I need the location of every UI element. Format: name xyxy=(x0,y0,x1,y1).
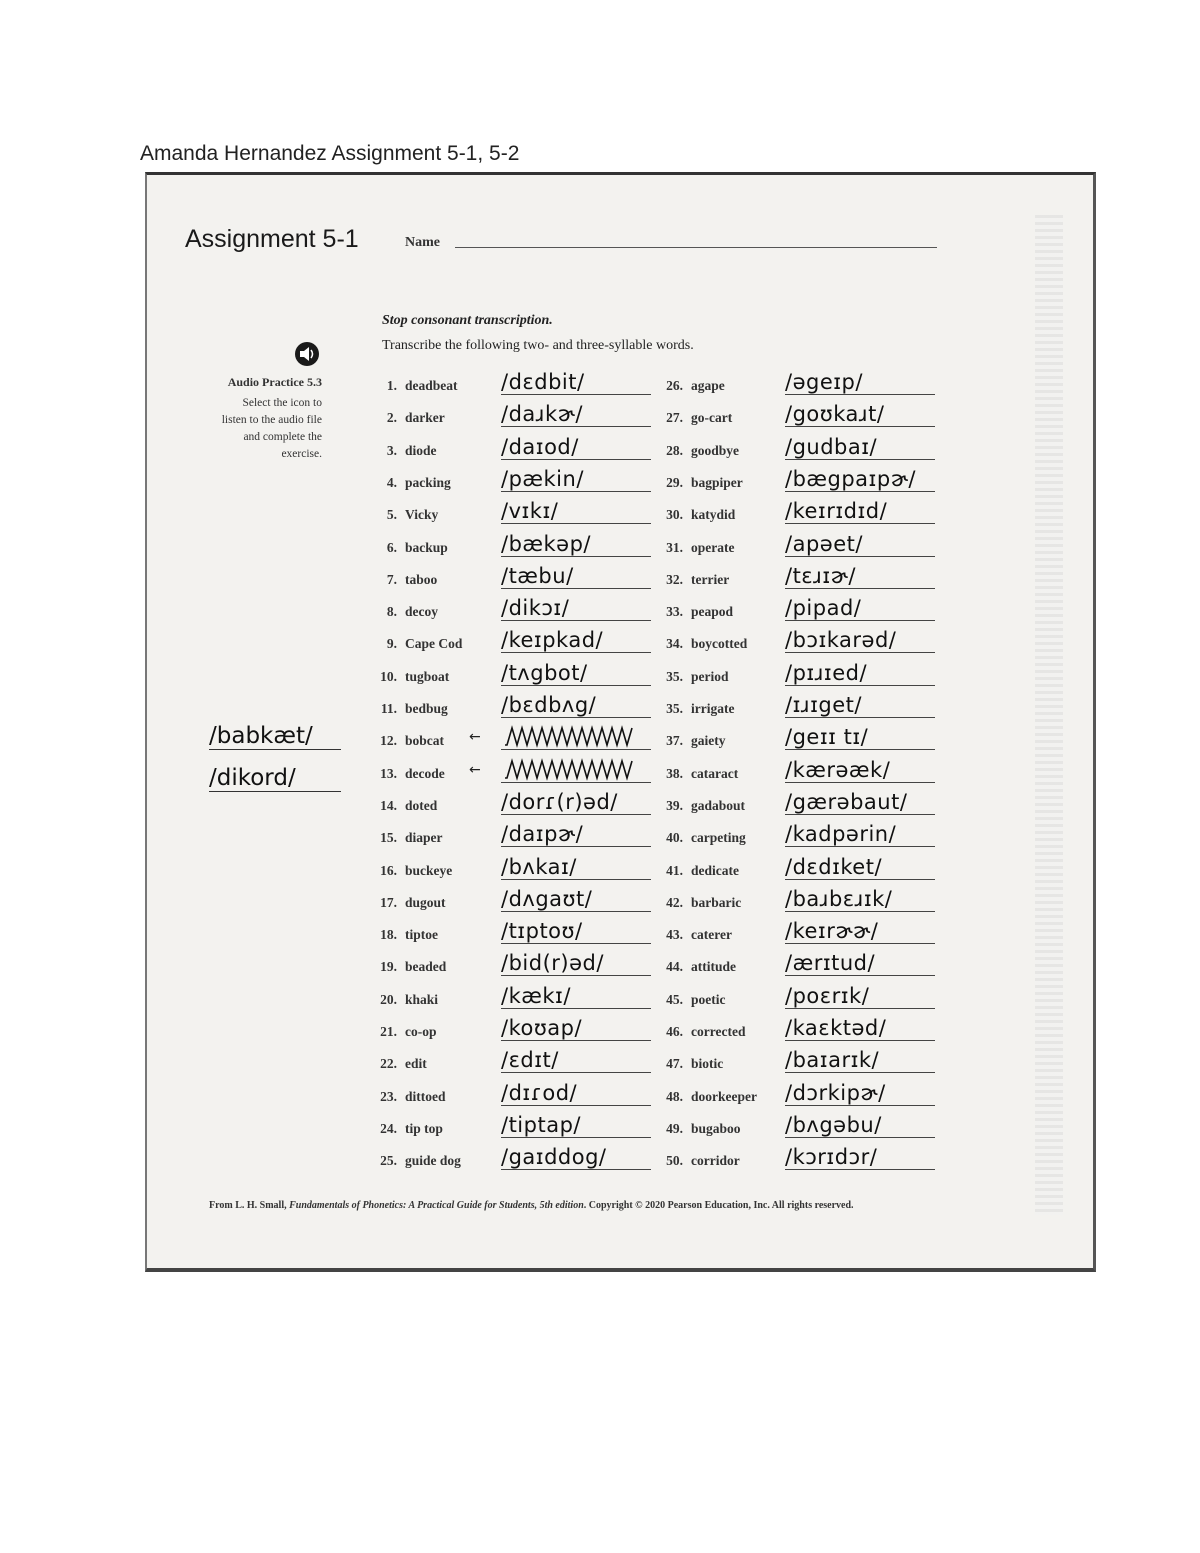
item-word: operate xyxy=(691,539,735,555)
item-word: period xyxy=(691,668,729,684)
handwritten-answer[interactable]: /dɪɾod/ xyxy=(501,1081,651,1106)
item-word: deadbeat xyxy=(405,378,458,393)
handwritten-answer[interactable]: /bʌgəbu/ xyxy=(785,1113,935,1138)
item-word: bugaboo xyxy=(691,1120,741,1136)
handwritten-answer[interactable]: /koʊap/ xyxy=(501,1016,651,1041)
handwritten-answer[interactable]: /tʌgbot/ xyxy=(501,661,651,686)
item-number: 40. xyxy=(666,830,683,846)
item-number: 18. xyxy=(380,927,397,943)
audio-desc-line: listen to the audio file xyxy=(221,414,322,426)
handwritten-answer[interactable]: /keɪrɚɚ/ xyxy=(785,919,935,944)
item-number: 9. xyxy=(386,636,397,652)
scribbled-answer xyxy=(501,758,651,783)
exercise-row xyxy=(369,855,669,883)
handwritten-answer[interactable]: /bɔɪkarəd/ xyxy=(785,628,935,653)
item-number: 28. xyxy=(666,442,683,458)
margin-answer-decode: /dikord/ xyxy=(209,765,341,792)
exercise-row xyxy=(369,1016,669,1044)
item-number: 22. xyxy=(380,1056,397,1072)
handwritten-answer[interactable]: /geɪɪ tɪ/ xyxy=(785,725,935,750)
exercise-row xyxy=(369,790,669,818)
item-number: 12. xyxy=(380,733,397,749)
item-number: 17. xyxy=(380,894,397,910)
item-word: bagpiper xyxy=(691,474,743,490)
item-number: 16. xyxy=(380,862,397,878)
exercise-row xyxy=(655,855,955,883)
item-word: barbaric xyxy=(691,894,742,910)
handwritten-answer[interactable]: /keɪrɪdɪd/ xyxy=(785,499,935,524)
exercise-row xyxy=(655,1048,955,1076)
exercise-row xyxy=(369,693,669,721)
audio-speaker-icon[interactable] xyxy=(294,341,320,367)
handwritten-answer[interactable]: /kærəæk/ xyxy=(785,758,935,783)
exercise-row xyxy=(369,467,669,495)
item-number: 19. xyxy=(380,959,397,975)
exercise-row xyxy=(369,499,669,527)
item-word: peapod xyxy=(691,604,734,620)
handwritten-answer[interactable]: /gaɪddog/ xyxy=(501,1145,651,1170)
handwritten-answer[interactable]: /tiptap/ xyxy=(501,1113,651,1138)
item-number: 14. xyxy=(380,797,397,813)
item-number: 21. xyxy=(380,1024,397,1039)
item-number: 8. xyxy=(386,604,397,620)
name-label: Name xyxy=(405,235,440,250)
item-number: 11. xyxy=(380,701,397,716)
footer-book-title: Fundamentals of Phonetics: A Practical Guide for Students, 5th edition xyxy=(289,1200,584,1211)
item-word: poetic xyxy=(691,991,726,1007)
handwritten-answer[interactable]: /dorɾ(r)əd/ xyxy=(501,790,651,815)
exercise-row xyxy=(655,596,955,624)
item-number: 35. xyxy=(666,668,683,684)
scribbled-answer xyxy=(501,725,651,750)
item-number: 43. xyxy=(666,927,683,943)
copyright-footer xyxy=(209,1200,1009,1211)
item-number: 30. xyxy=(666,507,683,523)
handwritten-answer[interactable]: /tɛɹɪɚ/ xyxy=(785,564,935,589)
item-word: diaper xyxy=(405,830,443,846)
item-number: 45. xyxy=(666,991,683,1007)
exercise-row xyxy=(655,402,955,430)
exercise-row xyxy=(369,564,669,592)
item-word: corridor xyxy=(691,1153,740,1169)
scanned-worksheet xyxy=(145,172,1096,1272)
instruction-heading: Stop consonant transcription. xyxy=(382,313,553,328)
handwritten-answer[interactable]: /dɛdbit/ xyxy=(501,370,651,395)
item-number: 32. xyxy=(666,571,683,587)
exercise-row xyxy=(369,1113,669,1141)
handwritten-answer[interactable]: /ɛdɪt/ xyxy=(501,1048,651,1073)
handwritten-answer[interactable]: /baɹbɛɹɪk/ xyxy=(785,887,935,912)
item-number: 7. xyxy=(386,571,397,587)
item-number: 34. xyxy=(666,636,683,652)
item-number: 20. xyxy=(380,991,397,1007)
handwritten-answer[interactable]: /dɛdɪket/ xyxy=(785,855,935,880)
exercise-row xyxy=(655,564,955,592)
exercise-row xyxy=(655,887,955,915)
handwritten-answer[interactable]: /keɪpkad/ xyxy=(501,628,651,653)
item-number: 44. xyxy=(666,959,683,975)
item-word: goodbye xyxy=(691,442,740,458)
exercise-row xyxy=(655,822,955,850)
item-word: decode xyxy=(405,765,445,781)
item-number: 46. xyxy=(666,1024,683,1039)
item-number: 48. xyxy=(666,1088,683,1104)
item-number: 10. xyxy=(380,668,397,684)
handwritten-answer[interactable]: /dɔrkipɚ/ xyxy=(785,1081,935,1106)
item-number: 15. xyxy=(380,830,397,846)
exercise-row xyxy=(655,661,955,689)
item-word: attitude xyxy=(691,959,736,975)
exercise-row xyxy=(655,1081,955,1109)
exercise-row xyxy=(369,984,669,1012)
footer-suffix: . Copyright © 2020 Pearson Education, Inc. All rights reserved. xyxy=(583,1200,854,1211)
exercise-row xyxy=(369,596,669,624)
handwritten-answer[interactable]: /ɪɹɪget/ xyxy=(785,693,935,718)
exercise-row xyxy=(655,1113,955,1141)
item-number: 47. xyxy=(666,1056,683,1072)
item-number: 24. xyxy=(380,1120,397,1136)
item-word: dugout xyxy=(405,894,446,910)
item-number: 23. xyxy=(380,1088,397,1104)
item-word: dittoed xyxy=(405,1088,446,1104)
audio-practice-description xyxy=(167,395,322,463)
exercise-row xyxy=(655,693,955,721)
arrow-icon: ← xyxy=(469,761,481,778)
exercise-row xyxy=(369,951,669,979)
exercise-row xyxy=(369,1048,669,1076)
item-number: 50. xyxy=(666,1153,683,1169)
exercise-row xyxy=(655,984,955,1012)
audio-practice-title: Audio Practice 5.3 xyxy=(227,375,322,389)
exercise-row xyxy=(369,887,669,915)
handwritten-answer[interactable]: /bɛdbʌg/ xyxy=(501,693,651,718)
handwritten-answer[interactable]: /ærɪtud/ xyxy=(785,951,935,976)
exercise-row xyxy=(369,919,669,947)
handwritten-answer[interactable]: /gudbaɪ/ xyxy=(785,435,935,460)
item-word: gaiety xyxy=(691,733,726,749)
handwritten-answer[interactable]: /kadpərin/ xyxy=(785,822,935,847)
item-word: Cape Cod xyxy=(405,636,463,652)
exercise-row xyxy=(655,790,955,818)
handwritten-answer[interactable]: /kækɪ/ xyxy=(501,984,651,1009)
item-word: tip top xyxy=(405,1120,443,1136)
handwritten-answer[interactable]: /daɪpɚ/ xyxy=(501,822,651,847)
item-word: tugboat xyxy=(405,668,450,684)
item-number: 41. xyxy=(666,862,683,878)
audio-desc-line: Select the icon to xyxy=(242,397,322,409)
item-number: 26. xyxy=(666,378,683,393)
handwritten-answer[interactable]: /pipad/ xyxy=(785,596,935,621)
handwritten-answer[interactable]: /bʌkaɪ/ xyxy=(501,855,651,880)
item-word: khaki xyxy=(405,991,439,1007)
handwritten-answer[interactable]: /gærəbaut/ xyxy=(785,790,935,815)
exercise-row xyxy=(655,435,955,463)
item-number: 13. xyxy=(380,765,397,781)
item-number: 4. xyxy=(386,474,397,490)
assignment-title: Assignment 5-1 xyxy=(185,225,359,253)
exercise-row xyxy=(369,402,669,430)
exercise-row xyxy=(369,435,669,463)
handwritten-answer[interactable]: /kɔrɪdɔr/ xyxy=(785,1145,935,1170)
audio-desc-line: and complete the xyxy=(243,431,322,443)
scan-edge-noise xyxy=(1035,215,1063,1215)
footer-prefix: From L. H. Small, xyxy=(209,1200,290,1211)
audio-desc-line: exercise. xyxy=(281,448,322,460)
handwritten-answer[interactable]: /vɪkɪ/ xyxy=(501,499,651,524)
item-word: backup xyxy=(405,539,448,555)
handwritten-answer[interactable]: /pɪɹɪed/ xyxy=(785,661,935,686)
item-word: doted xyxy=(405,797,438,813)
item-number: 31. xyxy=(666,539,683,555)
exercise-row xyxy=(369,532,669,560)
item-word: irrigate xyxy=(691,701,735,716)
exercise-row xyxy=(369,661,669,689)
item-number: 37. xyxy=(666,733,683,749)
item-word: taboo xyxy=(405,571,438,587)
exercise-row xyxy=(655,532,955,560)
item-word: beaded xyxy=(405,959,447,975)
exercise-row xyxy=(369,370,669,398)
exercise-row xyxy=(655,919,955,947)
item-number: 3. xyxy=(386,442,397,458)
document-title: Amanda Hernandez Assignment 5-1, 5-2 xyxy=(140,142,520,165)
item-word: co-op xyxy=(405,1024,437,1039)
exercise-row xyxy=(655,725,955,753)
item-number: 49. xyxy=(666,1120,683,1136)
item-word: packing xyxy=(405,474,451,490)
item-word: terrier xyxy=(691,571,730,587)
item-number: 29. xyxy=(666,474,683,490)
item-word: katydid xyxy=(691,507,736,523)
exercise-row xyxy=(655,758,955,786)
handwritten-answer[interactable]: /daɪod/ xyxy=(501,435,651,460)
item-word: caterer xyxy=(691,927,732,943)
item-word: corrected xyxy=(691,1024,746,1039)
exercise-row xyxy=(655,951,955,979)
handwritten-answer[interactable]: /baɪarɪk/ xyxy=(785,1048,935,1073)
item-word: biotic xyxy=(691,1056,724,1072)
item-word: Vicky xyxy=(405,507,439,523)
item-word: edit xyxy=(405,1056,427,1072)
margin-answer-bobcat: /babkæt/ xyxy=(209,723,341,750)
exercise-row xyxy=(655,370,955,398)
name-line xyxy=(455,247,937,248)
item-word: buckeye xyxy=(405,862,453,878)
handwritten-answer[interactable]: /goʊkaɹt/ xyxy=(785,402,935,427)
item-number: 5. xyxy=(386,507,397,523)
handwritten-answer[interactable]: /dʌgaʊt/ xyxy=(501,887,651,912)
handwritten-answer[interactable]: /tɪptoʊ/ xyxy=(501,919,651,944)
item-word: dedicate xyxy=(691,862,739,878)
item-word: boycotted xyxy=(691,636,748,652)
item-number: 33. xyxy=(666,604,683,620)
exercise-row xyxy=(369,1081,669,1109)
exercise-row xyxy=(369,1145,669,1173)
handwritten-answer[interactable]: /apəet/ xyxy=(785,532,935,557)
exercise-row xyxy=(369,628,669,656)
item-word: cataract xyxy=(691,765,739,781)
instruction-body: Transcribe the following two- and three-syllable words. xyxy=(382,338,694,353)
exercise-row xyxy=(655,467,955,495)
item-word: go-cart xyxy=(691,410,733,426)
item-word: gadabout xyxy=(691,797,746,813)
item-word: guide dog xyxy=(405,1153,461,1169)
handwritten-answer[interactable]: /kaɛktəd/ xyxy=(785,1016,935,1041)
item-word: darker xyxy=(405,410,445,426)
item-number: 27. xyxy=(666,410,683,426)
item-word: diode xyxy=(405,442,437,458)
exercise-row xyxy=(655,628,955,656)
exercise-row xyxy=(369,822,669,850)
handwritten-answer[interactable]: /tæbu/ xyxy=(501,564,651,589)
item-number: 1. xyxy=(386,378,397,393)
exercise-row xyxy=(655,499,955,527)
item-word: agape xyxy=(691,378,725,393)
item-number: 39. xyxy=(666,797,683,813)
item-word: decoy xyxy=(405,604,438,620)
handwritten-answer[interactable]: /bækəp/ xyxy=(501,532,651,557)
exercise-row xyxy=(369,725,669,753)
handwritten-answer[interactable]: /pækin/ xyxy=(501,467,651,492)
item-word: doorkeeper xyxy=(691,1088,757,1104)
handwritten-answer[interactable]: /bid(r)əd/ xyxy=(501,951,651,976)
handwritten-answer[interactable]: /daɹkɚ/ xyxy=(501,402,651,427)
item-word: bobcat xyxy=(405,733,445,749)
exercise-row xyxy=(655,1016,955,1044)
item-number: 2. xyxy=(386,410,397,426)
handwritten-answer[interactable]: /poɛrɪk/ xyxy=(785,984,935,1009)
item-word: bedbug xyxy=(405,701,448,716)
item-number: 42. xyxy=(666,894,683,910)
handwritten-answer[interactable]: /dikɔɪ/ xyxy=(501,596,651,621)
item-number: 35. xyxy=(666,701,683,716)
item-word: carpeting xyxy=(691,830,746,846)
handwritten-answer[interactable]: /bægpaɪpɚ/ xyxy=(785,467,935,492)
item-number: 6. xyxy=(386,539,397,555)
handwritten-answer[interactable]: /əgeɪp/ xyxy=(785,370,935,395)
item-number: 38. xyxy=(666,765,683,781)
item-word: tiptoe xyxy=(405,927,438,943)
exercise-row xyxy=(655,1145,955,1173)
exercise-row xyxy=(369,758,669,786)
item-number: 25. xyxy=(380,1153,397,1169)
arrow-icon: ← xyxy=(469,729,481,746)
